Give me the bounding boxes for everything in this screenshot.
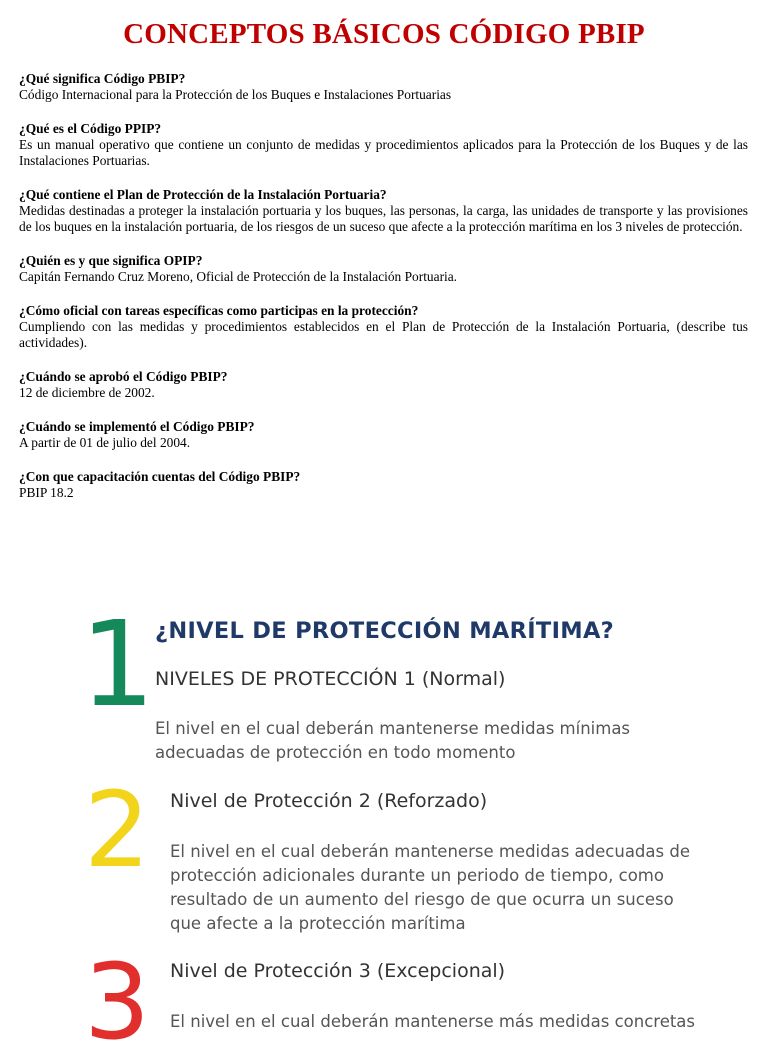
- level-1-description: El nivel en el cual deberán mantenerse medidas mínimas adecuadas de protección en todo momento: [155, 719, 631, 762]
- qa-item: [19, 187, 748, 235]
- level-2-number: 2: [84, 769, 151, 891]
- levels-title: ¿NIVEL DE PROTECCIÓN MARÍTIMA?: [155, 618, 615, 644]
- question: ¿Con que capacitación cuentas del Código PBIP?: [19, 469, 301, 484]
- question: ¿Cuándo se implementó el Código PBIP?: [19, 419, 255, 434]
- qa-item: [19, 369, 748, 401]
- answer: Cumpliendo con las medidas y procedimientos establecidos en el Plan de Protección de la Instalación Portuaria, (describe tus actividades).: [19, 319, 748, 350]
- answer: Capitán Fernando Cruz Moreno, Oficial de Protección de la Instalación Portuaria.: [19, 269, 458, 284]
- level-3-heading: Nivel de Protección 3 (Excepcional): [170, 960, 506, 982]
- answer: Es un manual operativo que contiene un conjunto de medidas y procedimientos aplicados para la Protección de los Buques y de las Instalaciones Portuarias.: [19, 137, 748, 168]
- qa-item: [19, 303, 748, 351]
- question: ¿Cómo oficial con tareas específicas como participas en la protección?: [19, 303, 419, 318]
- level-2-heading: Nivel de Protección 2 (Reforzado): [170, 790, 488, 812]
- qa-item: [19, 419, 748, 451]
- qa-item: [19, 469, 748, 501]
- qa-item: [19, 253, 748, 285]
- question: ¿Qué significa Código PBIP?: [19, 71, 186, 86]
- question: ¿Cuándo se aprobó el Código PBIP?: [19, 369, 228, 384]
- qa-item: [19, 71, 748, 103]
- level-3-number: 3: [84, 941, 151, 1063]
- answer: Medidas destinadas a proteger la instalación portuaria y los buques, las personas, la carga, las unidades de transporte y las provisiones de los buques en la instalación portuaria, de los riesgos de un suceso que afecte a la protección marítima en los 3 niveles de protección.: [19, 203, 748, 234]
- level-1-heading: NIVELES DE PROTECCIÓN 1 (Normal): [155, 668, 506, 690]
- question: ¿Qué contiene el Plan de Protección de la Instalación Portuaria?: [19, 187, 387, 202]
- question: ¿Quién es y que significa OPIP?: [19, 253, 203, 268]
- qa-list: [19, 71, 748, 519]
- qa-item: [19, 121, 748, 169]
- level-2-description: El nivel en el cual deberán mantenerse medidas adecuadas de protección adicionales durante un periodo de tiempo, como resultado de un aumento del riesgo de que ocurra un suceso que afecte a la protección marítima: [170, 842, 690, 933]
- question: ¿Qué es el Código PPIP?: [19, 121, 162, 136]
- level-3-description: El nivel en el cual deberán mantenerse más medidas concretas: [170, 1012, 696, 1031]
- answer: PBIP 18.2: [19, 485, 74, 500]
- answer: A partir de 01 de julio del 2004.: [19, 435, 191, 450]
- page-title: CONCEPTOS BÁSICOS CÓDIGO PBIP: [123, 18, 645, 50]
- answer: Código Internacional para la Protección de los Buques e Instalaciones Portuarias: [19, 87, 452, 102]
- level-1-number: 1: [80, 595, 156, 733]
- answer: 12 de diciembre de 2002.: [19, 385, 155, 400]
- protection-levels-graphic: [0, 595, 768, 1063]
